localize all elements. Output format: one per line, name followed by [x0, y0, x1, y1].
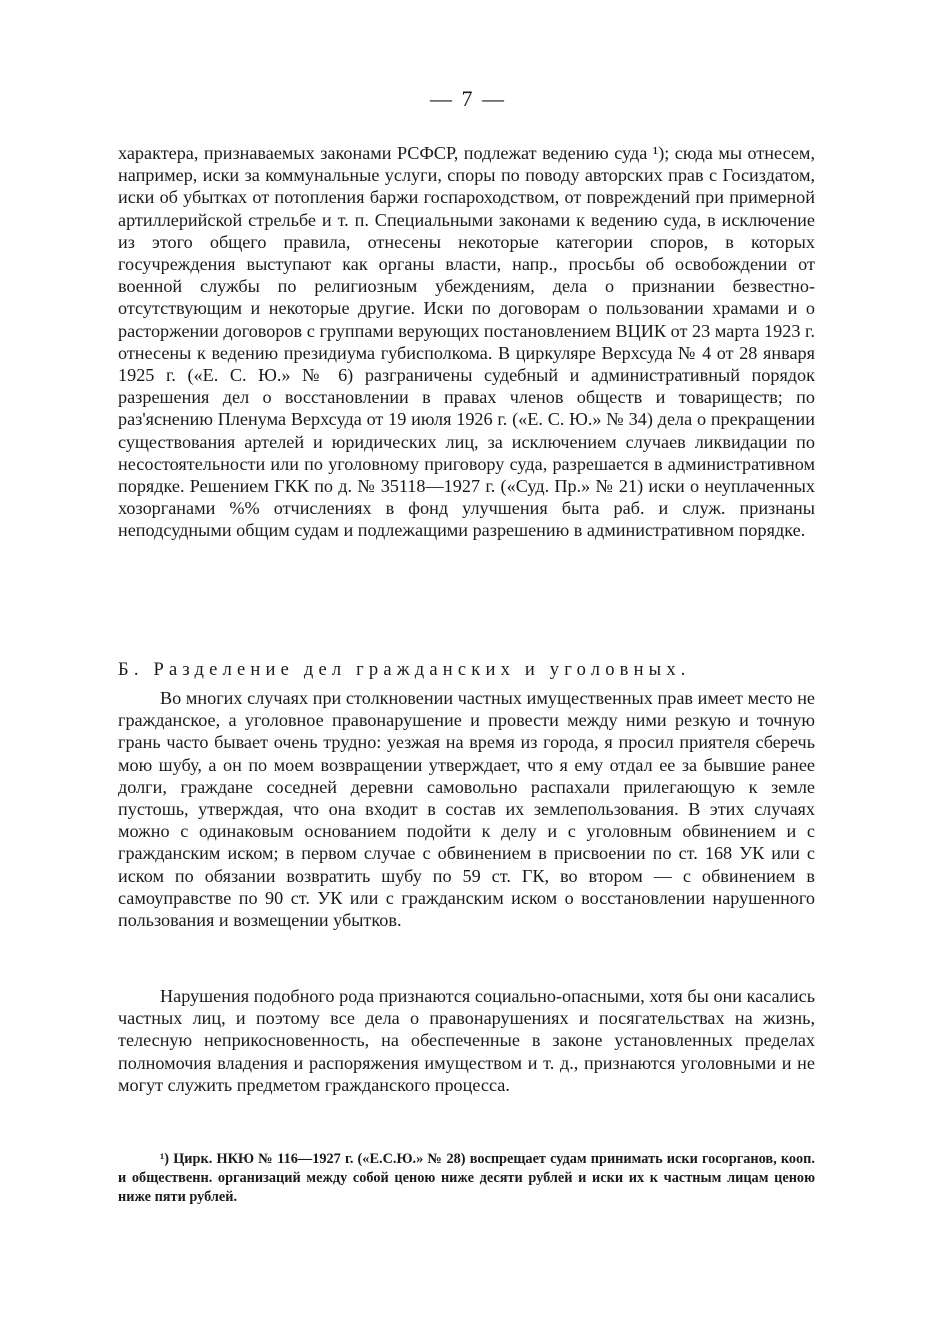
section-heading: Б. Разделение дел гражданских и уголовных. — [118, 660, 691, 680]
paragraph-violations: Нарушения подобного рода признаются социально-опасными, хотя бы они касались частных лиц, и поэтому все дела о правонарушениях и посягательствах на жизнь, телесную неприкосновенность, на обеспеченные в законе установленных пределах полномочия владения и распоряжения имуществом и т. д., признаются уголовными и не могут служить предметом гражданского процесса. — [118, 986, 815, 1095]
paragraph-civil-criminal: Во многих случаях при столкновении частных имущественных прав имеет место не гражданское, а уголовное правонарушение и провести между ними резкую и точную грань часто бывает очень трудно: уезжая на время из города, я просил приятеля сберечь мою шубу, а он по моем возвращении утверждает, что я ему отдал ее за бывшие ранее долги, граждане соседней деревни самовольно распахали прилегающую к земле пустошь, утверждая, что она входит в состав их землепользования. В этих случаях можно с одинаковым основанием подойти к делу и с уголовным обвинением и с гражданским иском; в первом случае с обвинением в присвоении по ст. 168 УК или с иском по обязании возвратить шубу по 59 ст. ГК, во втором — с обвинением в самоуправстве по 90 ст. УК или с гражданским иском о восстановлении нарушенного пользования и возмещении убытков. — [118, 688, 815, 931]
footnote: ¹) Цирк. НКЮ № 116—1927 г. («Е.С.Ю.» № 28) воспрещает судам принимать иски госорганов, кооп. и общественн. организаций между собой ценою ниже десяти рублей и иски их к частным лицам ценою ниже пяти рублей. — [118, 1151, 815, 1205]
paragraph-jurisdiction: характера, признаваемых законами РСФСР, подлежат ведению суда ¹); сюда мы отнесем, например, иски за коммунальные услуги, споры по поводу авторских прав с Госиздатом, иски об убытках от потопления баржи госпароходством, от повреждений при примерной артиллерийской стрельбе и т. п. Специальными законами к ведению суда, в исключение из этого общего правила, отнесены некоторые категории споров, в которых госучреждения выступают как органы власти, напр., просьбы об освобождении от военной службы по религиозным убеждениям, дела о признании безвестно-отсутствующим и некоторые другие. Иски по договорам о пользовании храмами и о расторжении договоров с группами верующих постановлением ВЦИК от 23 марта 1923 г. отнесены к ведению президиума губисполкома. В циркуляре Верхсуда № 4 от 28 января 1925 г. («Е. С. Ю.» № 6) разграничены судебный и административный порядок разрешения дел о восстановлении в правах членов обществ и товариществ; по раз'яснению Пленума Верхсуда от 19 июля 1926 г. («Е. С. Ю.» № 34) дела о прекращении существования артелей и юридических лиц, за исключением случаев ликвидации по несостоятельности или по уголовному приговору суда, разрешается в административном порядке. Решением ГКК по д. № 35118—1927 г. («Суд. Пр.» № 21) иски о неуплаченных хозорганами %% отчислениях в фонд улучшения быта раб. и служ. признаны неподсудными общим судам и подлежащими разрешению в административном порядке. — [118, 143, 815, 541]
page-number: — 7 — — [430, 86, 506, 111]
